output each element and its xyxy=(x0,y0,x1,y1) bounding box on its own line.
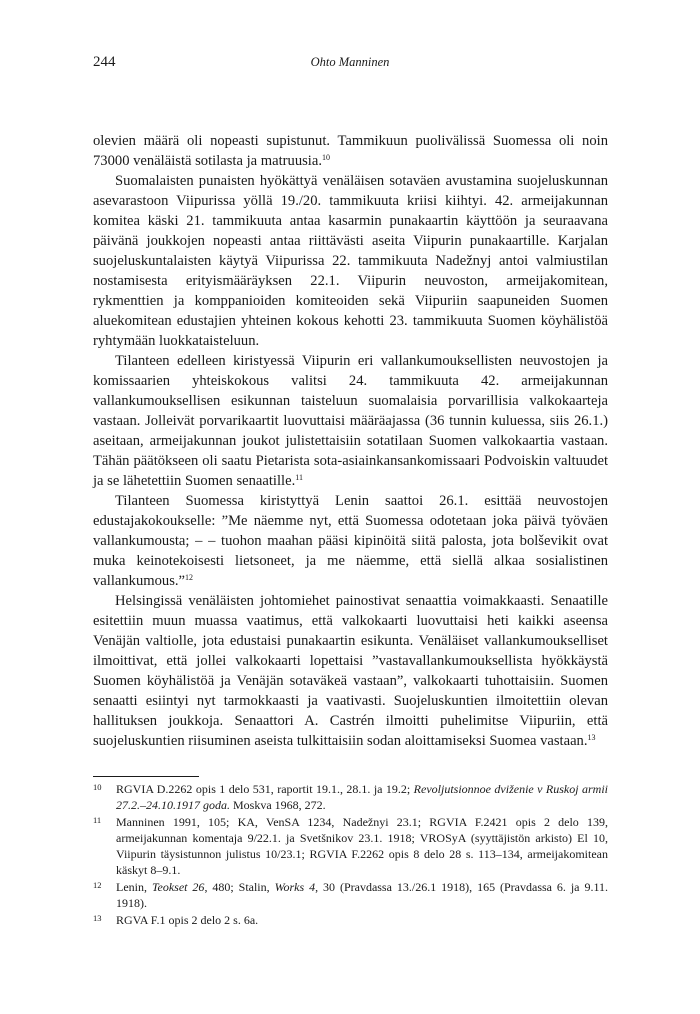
footnote: 12 Lenin, Teokset 26, 480; Stalin, Works 4, 30 (Pravdassa 13./26.1 1918), 165 (Pravdassa 6. ja 9.11. 1918). xyxy=(93,879,608,911)
footnote-ref[interactable]: 13 xyxy=(587,733,596,742)
paragraph: Helsingissä venäläisten johtomiehet painostivat senaattia voimakkaasti. Senaatille esitettiin muun muassa vaatimus, että valkokaarti luovuttaisi heti kaikki aseensa Venäjän valtiolle, jota edustaisi punakaartin esikunta. Venäläiset vallankumoukselliset ilmoittivat, että jollei valkokaarti lopettaisi ”vastavallankumouksellista hyökkäystä Suomen köyhälistöä ja Venäjän sotaväkeä vastaan”, valkokaarti tuhottaisiin. Suomen senaatti esiintyi nyt tarmokkaasti ja vaativasti. Suojeluskuntien ilmoitettiin olevan hallituksen joukkoja. Senaattori A. Castrén ilmoitti puhelimitse Viipuriin, että suojeluskuntien riisuminen aseista tulkittaisiin sodan aloittamiseksi Suomea vastaan.$^{13}$ xyxy=(93,593,608,749)
footnote-number: 10 xyxy=(93,782,102,792)
page-header xyxy=(93,54,607,74)
footnote-number: 13 xyxy=(93,913,102,923)
body-text xyxy=(93,131,608,751)
paragraph: olevien määrä oli nopeasti supistunut. Tammikuun puolivälissä Suomessa oli noin 73000 venäläistä sotilasta ja matruusia.$^{10}$ xyxy=(93,133,608,169)
footnote-divider xyxy=(93,776,199,777)
page-number: 244 xyxy=(93,54,116,70)
footnote: 13 RGVA F.1 opis 2 delo 2 s. 6a. xyxy=(93,912,608,928)
footnote: 10 RGVIA D.2262 opis 1 delo 531, raportit 19.1., 28.1. ja 19.2; Revoljutsionnoe dviženie v Ruskoj armii 27.2.–24.10.1917 goda. Moskva 1968, 272. xyxy=(93,781,608,813)
footnote: 11 Manninen 1991, 105; KA, VenSA 1234, Nadežnyi 23.1; RGVIA F.2421 opis 2 delo 139, armeijakunnan komentaja 9/22.1. ja Svetšnikov 23.1. 1918; VROSyA (syyttäjistön arkisto) El 10, Viipurin täysistunnon julistus 10/23.1; RGVIA F.2262 opis 8 delo 28 s. 113–134, armeijakomitean käskyt 8–9.1. xyxy=(93,814,608,878)
paragraph: Suomalaisten punaisten hyökättyä venäläisen sotaväen avustamina suojeluskunnan asevarastoon Viipurissa yöllä 19./20. tammikuuta kriisi kiihtyi. 42. armeijakunnan komitea käski 21. tammikuuta antaa kasarmin punakaartin käyttöön ja seuraavana päivänä joukkojen nopeasti antaa riittävästi aseita Viipurin punakaartille. Karjalan suojeluskuntalaisten käytyä Viipurissa 22. tammikuuta Nadežnyj antoi valmiustilan nostamisesta erityismääräyksen 22.1. Viipurin neuvoston, armeijakomitean, rykmenttien ja komppanioiden komiteoiden sekä Viipuriin saapuneiden Suomen aluekomitean edustajien yhteinen kokous kehotti 23. tammikuuta Suomen köyhälistöä ryhtymään luokkataisteluun. xyxy=(93,173,608,349)
footnote-ref[interactable]: 10 xyxy=(321,153,330,162)
paragraph: Tilanteen Suomessa kiristyttyä Lenin saattoi 26.1. esittää neuvostojen edustajakokoukselle: ”Me näemme nyt, että Suomessa odotetaan joka päivä työväen vallankumousta; – – tuohon maahan pääsi kipinöitä siitä palosta, jota bolševikit ovat muka keinotekoisesti lietsoneet, ja me näemme, että siellä alkaa sosialistinen vallankumous.”$^{12}$ xyxy=(93,493,608,589)
running-title: Ohto Manninen xyxy=(310,55,390,69)
paragraph: Tilanteen edelleen kiristyessä Viipurin eri vallankumouksellisten neuvostojen ja komissaarien yhteiskokous valitsi 24. tammikuuta 42. armeijakunnan vallankumouksellisen esikunnan taisteluun suomalaisia porvarillisia valkokaarteja vastaan. Jolleivät porvarikaartit luovuttaisi määräajassa (36 tunnin kuluessa, siis 26.1.) aseitaan, armeijakunnan joukot julistettaisiin sotatilaan Suomen valkokaartia vastaan. Tähän päätökseen oli saatu Pietarista sota-asiainkansankomissaari Podvoiskin valtuudet ja se lähetettiin Suomen senaatille.$^{11}$ xyxy=(93,353,608,489)
footnotes xyxy=(93,781,608,929)
footnote-number: 12 xyxy=(93,880,102,890)
footnote-ref[interactable]: 11 xyxy=(295,473,303,482)
footnote-ref[interactable]: 12 xyxy=(185,573,194,582)
footnote-number: 11 xyxy=(93,815,102,825)
